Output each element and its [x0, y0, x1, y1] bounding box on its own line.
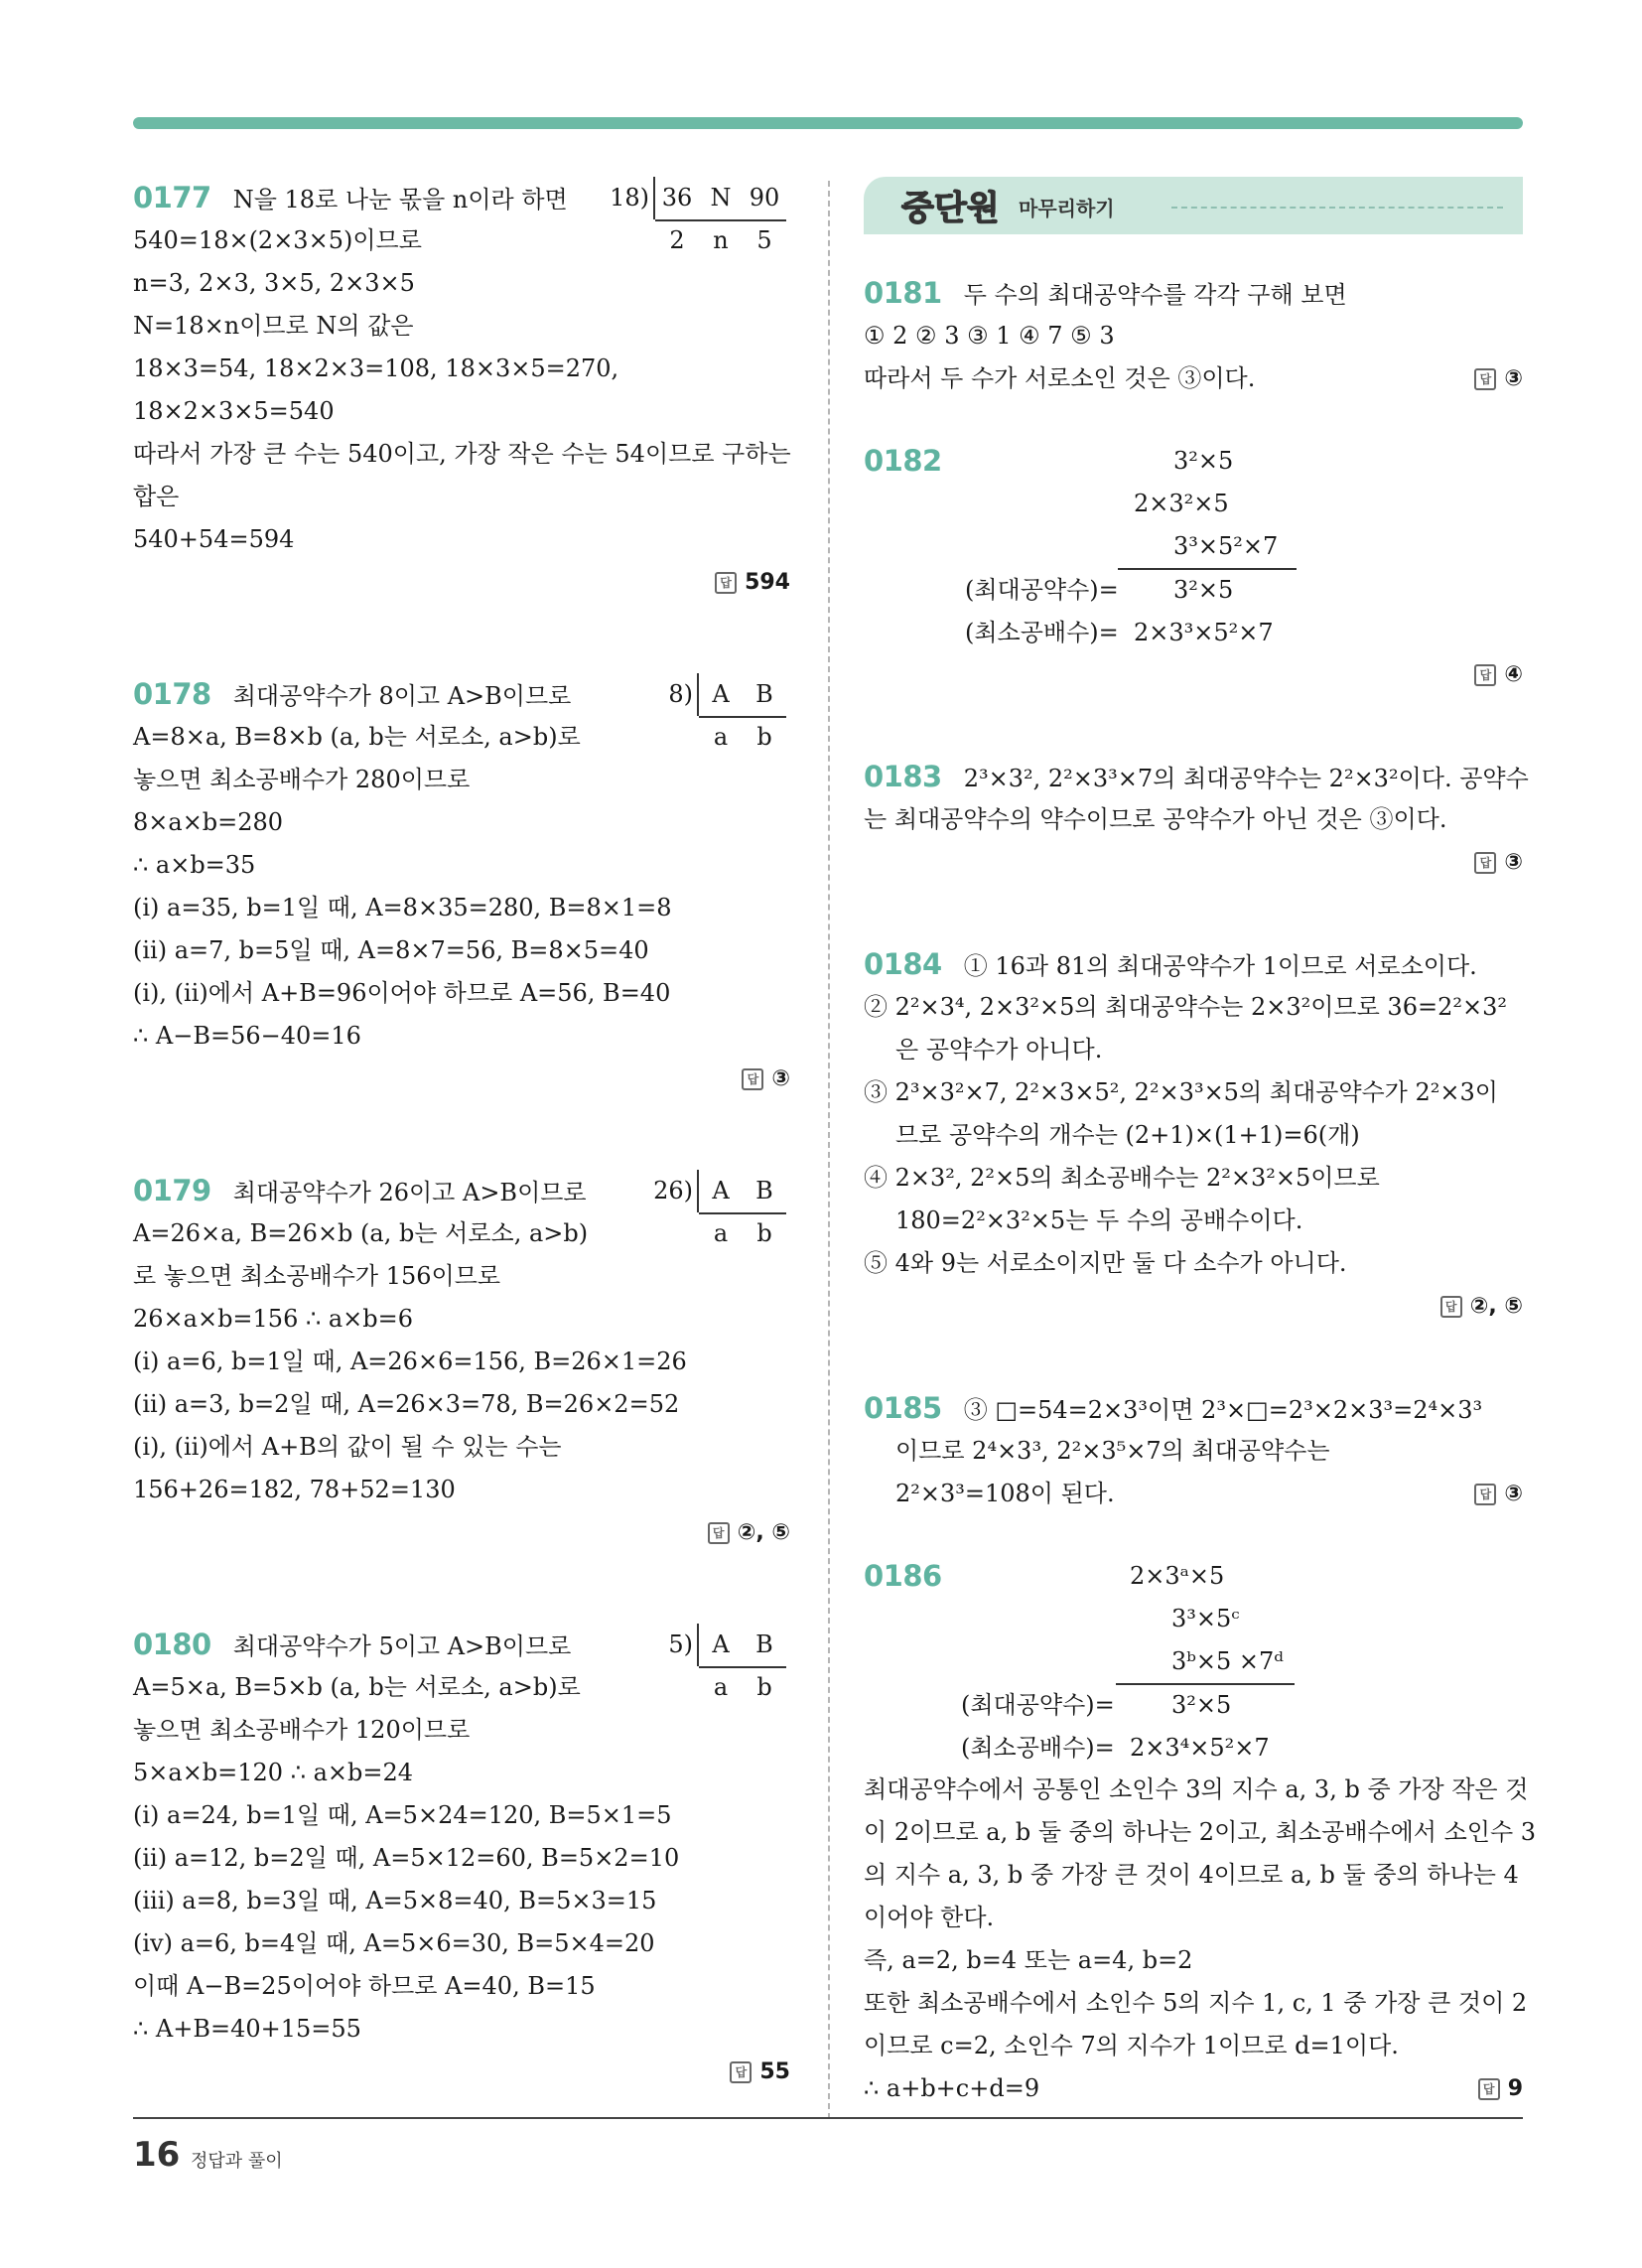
problem-0180: 5) A B a b 0180 최대공약수가 5이고 A>B이므로 A=5×a, B=5×b (a, b는 서로소, a>b)로 놓으면 최소공배수가 120이므로 5×a×b=120 ∴ a×b=24 (ⅰ) a=24, b=1일 때, A=5×24=120, B=5×1=5 (ⅱ) a=12, b=2일 때, A=5×12=60, B=5×2=10 (ⅲ) a=8, b=3일 때, A=5×8=40, B=5×3=15 (ⅳ) a=6, b=4일 때, A=5×6=30, B=5×4=20 이때 A−B=25이어야 하므로 A=40, B=15 ∴ A+B=40+15=55 답 55	[133, 1624, 790, 2093]
problem-number: 0177	[133, 181, 211, 214]
answer-box-icon: 답	[1478, 2078, 1500, 2100]
answer-box-icon: 답	[1440, 1296, 1462, 1318]
section-subtitle: 마무리하기	[1019, 197, 1115, 220]
section-title: 중단원	[901, 189, 1000, 228]
answer-box-icon: 답	[708, 1522, 730, 1544]
answer-box-icon: 답	[715, 572, 737, 594]
answer-box-icon: 답	[730, 2061, 752, 2083]
footer-rule	[133, 2117, 1523, 2119]
footer-label: 정답과 풀이	[191, 2151, 283, 2172]
page-number: 16	[133, 2135, 181, 2175]
column-divider	[828, 181, 830, 2119]
problem-number: 0186	[864, 1559, 942, 1593]
right-column	[864, 177, 1537, 2180]
answer-box-icon: 답	[1474, 368, 1496, 390]
problem-number: 0179	[133, 1174, 211, 1207]
problem-number: 0184	[864, 947, 942, 981]
answer: 답 9	[1478, 2067, 1523, 2110]
answer: 답 ③	[1474, 357, 1523, 400]
problem-0181: 0181 두 수의 최대공약수를 각각 구해 보면 ① 2 ② 3 ③ 1 ④ 7 ⑤ 3 따라서 두 수가 서로소인 것은 ③이다. 답 ③	[864, 272, 1523, 400]
answer: 답 ③	[133, 1058, 790, 1100]
answer: 답 55	[133, 2051, 790, 2093]
problem-0177: 18) 36 N 90 2 n 5 0177 N을 18로 나눈 몫을 n이라 하면 540=18×(2×3×5)이므로 n=3, 2×3, 3×5, 2×3×5 N=18×n이므로 N의 값은 18×3=54, 18×2×3=108, 18×3×5=270, 18×2×3×5=540 따라서 가장 큰 수는 540이고, 가장 작은 수는 54이므로 구하는 합은 540+54=594 답 594	[133, 177, 790, 604]
ladder-division: 5) A B a b	[643, 1624, 786, 1709]
problem-0186: 0186 2×3ᵃ×5 3³×5ᶜ 3ᵇ×5 ×7ᵈ (최대공약수)= 3²×5 (최소공배수)= 2×3⁴×5²×7 최대공약수에서 공통인 소인수 3의 지수 a, 3, b 중 가장 작은 것 이 2이므로 a, b 둘 중의 하나는 2이고, 최소공배수에서 소인수 3 의 지수 a, 3, b 중 가장 큰 것이 4이므로 a, b 둘 중의 하나는 4 이어야 한다. 즉, a=2, b=4 또는 a=4, b=2 또한 최소공배수에서 소인수 5의 지수 1, c, 1 중 가장 큰 것이 2 이므로 c=2, 소인수 7의 지수가 1이므로 d=1이다. ∴ a+b+c+d=9 답 9	[864, 1555, 1523, 2110]
answer: 답 ②, ⑤	[864, 1285, 1523, 1328]
problem-0179: 26) A B a b 0179 최대공약수가 26이고 A>B이므로 A=26×a, B=26×b (a, b는 서로소, a>b) 로 놓으면 최소공배수가 156이므로 26×a×b=156 ∴ a×b=6 (ⅰ) a=6, b=1일 때, A=26×6=156, B=26×1=26 (ⅱ) a=3, b=2일 때, A=26×3=78, B=26×2=52 (ⅰ), (ⅱ)에서 A+B의 값이 될 수 있는 수는 156+26=182, 78+52=130 답 ②, ⑤	[133, 1170, 790, 1554]
answer: 답 ③	[864, 841, 1523, 884]
problem-number: 0183	[864, 760, 942, 793]
answer: 답 594	[133, 561, 790, 604]
answer-box-icon: 답	[1474, 664, 1496, 686]
gcd-lcm-calculation: 0182 3²×5 2×3²×5 3³×5²×7 (최대공약수)= 3²×5 (최소공배수)= 2×3³×5²×7	[864, 440, 1523, 653]
top-accent-bar	[133, 117, 1523, 129]
problem-0182	[864, 440, 1523, 696]
problem-number: 0178	[133, 677, 211, 711]
problem-0184: 0184 ① 16과 81의 최대공약수가 1이므로 서로소이다. ② 2²×3⁴, 2×3²×5의 최대공약수는 2×3²이므로 36=2²×3² 은 공약수가 아니다. ③ 2³×3²×7, 2²×3×5², 2²×3³×5의 최대공약수가 2²×3이 므로 공약수의 개수는 (2+1)×(1+1)=6(개) ④ 2×3², 2²×5의 최소공배수는 2²×3²×5이므로 180=2²×3²×5는 두 수의 공배수이다. ⑤ 4와 9는 서로소이지만 둘 다 소수가 아니다. 답 ②, ⑤	[864, 943, 1523, 1328]
problem-0185: 0185 ③ □=54=2×3³이면 2³×□=2³×2×3³=2⁴×3³ 이므로 2⁴×3³, 2²×3⁵×7의 최대공약수는 2²×3³=108이 된다. 답 ③	[864, 1387, 1523, 1515]
ladder-division: 8) A B a b	[643, 673, 786, 759]
left-column	[133, 177, 790, 2163]
answer: 답 ②, ⑤	[133, 1511, 790, 1554]
ladder-division: 26) A B a b	[643, 1170, 786, 1255]
problem-0178: 8) A B a b 0178 최대공약수가 8이고 A>B이므로 A=8×a, B=8×b (a, b는 서로소, a>b)로 놓으면 최소공배수가 280이므로 8×a×b=280 ∴ a×b=35 (ⅰ) a=35, b=1일 때, A=8×35=280, B=8×1=8 (ⅱ) a=7, b=5일 때, A=8×7=56, B=8×5=40 (ⅰ), (ⅱ)에서 A+B=96이어야 하므로 A=56, B=40 ∴ A−B=56−40=16 답 ③	[133, 673, 790, 1100]
answer-box-icon: 답	[742, 1068, 763, 1090]
problem-0183: 0183 2³×3², 2²×3³×7의 최대공약수는 2²×3²이다. 공약수 는 최대공약수의 약수이므로 공약수가 아닌 것은 ③이다. 답 ③	[864, 756, 1523, 884]
problem-number: 0182	[864, 444, 942, 478]
problem-number: 0180	[133, 1628, 211, 1661]
answer-box-icon: 답	[1474, 1484, 1496, 1505]
section-header	[864, 177, 1523, 234]
answer: 답 ④	[864, 653, 1523, 696]
problem-number: 0181	[864, 276, 942, 310]
problem-number: 0185	[864, 1391, 942, 1425]
gcd-lcm-calculation: 0186 2×3ᵃ×5 3³×5ᶜ 3ᵇ×5 ×7ᵈ (최대공약수)= 3²×5 (최소공배수)= 2×3⁴×5²×7	[864, 1555, 1523, 1769]
ladder-division: 18) 36 N 90 2 n 5	[600, 177, 786, 262]
answer-box-icon: 답	[1474, 852, 1496, 874]
answer: 답 ③	[1474, 1473, 1523, 1515]
